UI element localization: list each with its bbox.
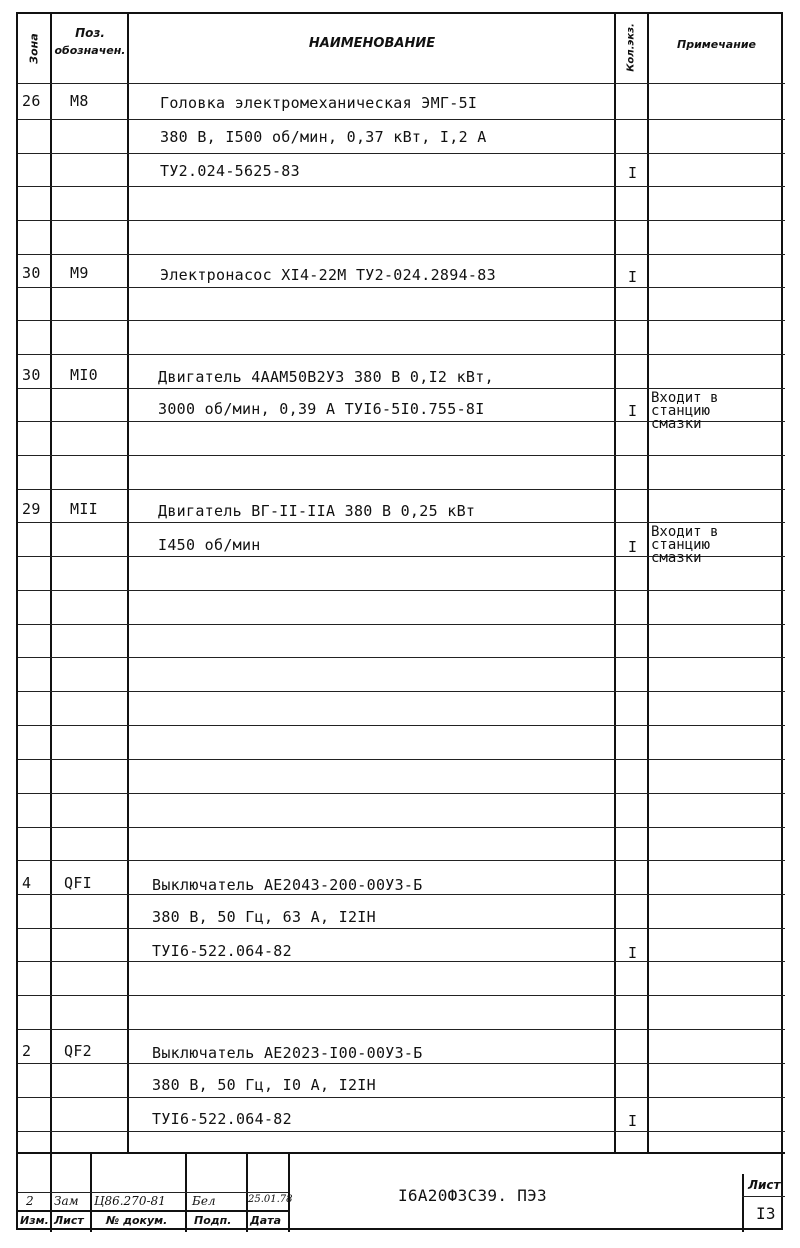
row-divider bbox=[18, 1063, 785, 1064]
row-divider bbox=[18, 153, 785, 154]
row-note: Входит в станцию смазки bbox=[651, 390, 719, 432]
specification-sheet bbox=[16, 12, 783, 1230]
row-qty: I bbox=[628, 164, 638, 182]
row-divider bbox=[18, 1029, 785, 1030]
column-divider bbox=[127, 14, 129, 1152]
row-divider bbox=[18, 657, 785, 658]
row-zone: 4 bbox=[22, 874, 32, 892]
row-zone: 2 bbox=[22, 1042, 32, 1060]
row-pos: QFI bbox=[64, 874, 92, 892]
row-qty: I bbox=[628, 402, 638, 420]
document-designation: I6А20Ф3С39. ПЭ3 bbox=[398, 1186, 547, 1205]
header-note: Примечание bbox=[677, 38, 756, 51]
row-divider bbox=[18, 220, 785, 221]
row-zone: 30 bbox=[22, 366, 41, 384]
stamp-top-border bbox=[18, 1152, 785, 1154]
revision-doc: Ц86.270-81 bbox=[94, 1194, 166, 1208]
stamp-label-date: Дата bbox=[250, 1214, 282, 1227]
row-divider bbox=[18, 254, 785, 255]
sheet-number: I3 bbox=[756, 1204, 776, 1223]
row-divider bbox=[18, 186, 785, 187]
row-divider bbox=[18, 1131, 785, 1132]
row-qty: I bbox=[628, 538, 638, 556]
row-zone: 29 bbox=[22, 500, 41, 518]
header-pos-line1: Поз. bbox=[75, 26, 105, 40]
row-pos: MI0 bbox=[70, 366, 98, 384]
revision-izm: 2 bbox=[26, 1194, 34, 1208]
row-divider bbox=[18, 455, 785, 456]
stamp-divider bbox=[18, 1210, 288, 1212]
row-name: 380 В, 50 Гц, I0 А, I2IН bbox=[152, 1076, 376, 1094]
stamp-label-sign: Подп. bbox=[194, 1214, 232, 1227]
row-qty: I bbox=[628, 944, 638, 962]
row-divider bbox=[18, 725, 785, 726]
row-divider bbox=[18, 522, 785, 523]
row-divider bbox=[18, 961, 785, 962]
revision-list: Зам bbox=[54, 1194, 79, 1208]
row-divider bbox=[18, 894, 785, 895]
row-name: Электронасос XI4-22M ТУ2-024.2894-83 bbox=[160, 266, 496, 284]
row-divider bbox=[18, 287, 785, 288]
row-divider bbox=[18, 827, 785, 828]
row-pos: M8 bbox=[70, 92, 89, 110]
row-divider bbox=[18, 1097, 785, 1098]
row-name: Головка электромеханическая ЭМГ-5I bbox=[160, 94, 478, 112]
header-zone: Зона bbox=[27, 33, 41, 64]
row-name: ТУI6-522.064-82 bbox=[152, 1110, 292, 1128]
row-name: Двигатель 4ААМ50В2У3 380 В 0,I2 кВт, bbox=[158, 368, 494, 386]
row-name: 380 В, I500 об/мин, 0,37 кВт, I,2 А bbox=[160, 128, 487, 146]
sheet-label: Лист bbox=[748, 1178, 781, 1192]
row-divider bbox=[18, 119, 785, 120]
row-pos: QF2 bbox=[64, 1042, 92, 1060]
header-pos-line2: обозначен. bbox=[54, 44, 126, 57]
row-name: Двигатель ВГ-II-IIА 380 В 0,25 кВт bbox=[158, 502, 476, 520]
row-name: Выключатель АЕ2023-I00-00У3-Б bbox=[152, 1044, 423, 1062]
stamp-label-list: Лист bbox=[54, 1214, 84, 1227]
stamp-divider bbox=[288, 1152, 290, 1232]
header-qty: Кол.экз. bbox=[625, 23, 637, 72]
row-qty: I bbox=[628, 1112, 638, 1130]
row-divider bbox=[18, 691, 785, 692]
row-name: I450 об/мин bbox=[158, 536, 261, 554]
row-divider bbox=[18, 590, 785, 591]
column-divider bbox=[50, 14, 52, 1152]
row-name: ТУ2.024-5625-83 bbox=[160, 162, 300, 180]
row-divider bbox=[18, 388, 785, 389]
row-divider bbox=[18, 320, 785, 321]
stamp-divider bbox=[18, 1192, 288, 1193]
row-pos: M9 bbox=[70, 264, 89, 282]
row-divider bbox=[18, 489, 785, 490]
stamp-label-izm: Изм. bbox=[20, 1214, 49, 1227]
row-note: Входит в станцию смазки bbox=[651, 524, 719, 566]
row-divider bbox=[18, 759, 785, 760]
row-divider bbox=[18, 354, 785, 355]
stamp-divider bbox=[742, 1174, 744, 1232]
row-divider bbox=[18, 928, 785, 929]
row-zone: 26 bbox=[22, 92, 41, 110]
column-divider bbox=[614, 14, 616, 1152]
row-qty: I bbox=[628, 268, 638, 286]
row-divider bbox=[18, 793, 785, 794]
row-divider bbox=[18, 83, 785, 84]
row-divider bbox=[18, 995, 785, 996]
row-divider bbox=[18, 860, 785, 861]
row-zone: 30 bbox=[22, 264, 41, 282]
row-name: Выключатель АЕ2043-200-00У3-Б bbox=[152, 876, 423, 894]
header-name: НАИМЕНОВАНИЕ bbox=[308, 36, 436, 51]
revision-sign: Бел bbox=[192, 1194, 216, 1208]
column-divider bbox=[647, 14, 649, 1152]
row-name: ТУI6-522.064-82 bbox=[152, 942, 292, 960]
row-name: 3000 об/мин, 0,39 А ТУI6-5I0.755-8I bbox=[158, 400, 485, 418]
stamp-label-doc: № докум. bbox=[106, 1214, 168, 1227]
row-pos: MII bbox=[70, 500, 98, 518]
row-divider bbox=[18, 624, 785, 625]
row-name: 380 В, 50 Гц, 63 А, I2IН bbox=[152, 908, 376, 926]
revision-date: 25.01.78 bbox=[248, 1194, 293, 1205]
stamp-divider bbox=[742, 1196, 785, 1197]
